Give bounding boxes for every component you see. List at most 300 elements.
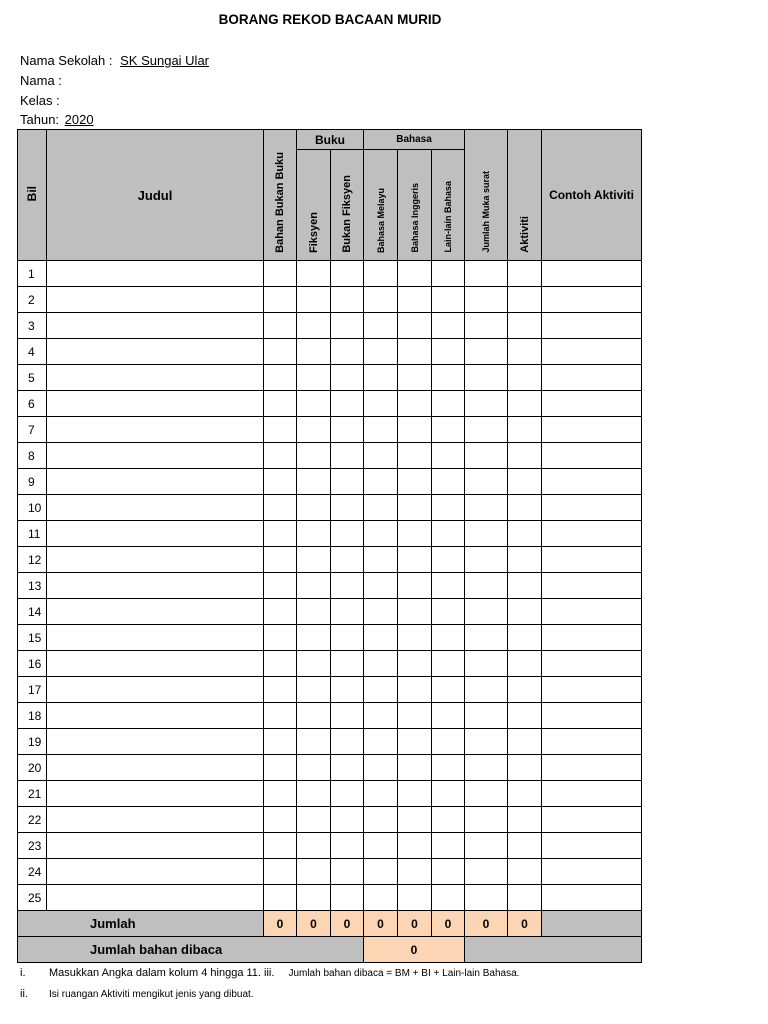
- header-contoh-aktiviti: Contoh Aktiviti: [542, 130, 642, 261]
- entry-cell[interactable]: [465, 807, 508, 833]
- entry-cell[interactable]: [398, 469, 432, 495]
- entry-cell[interactable]: [398, 807, 432, 833]
- entry-cell[interactable]: [398, 885, 432, 911]
- entry-cell[interactable]: [364, 391, 398, 417]
- entry-cell[interactable]: [264, 443, 297, 469]
- entry-cell[interactable]: [364, 885, 398, 911]
- entry-cell[interactable]: [432, 625, 465, 651]
- entry-cell[interactable]: [432, 859, 465, 885]
- entry-cell[interactable]: [508, 729, 542, 755]
- entry-cell[interactable]: [264, 469, 297, 495]
- entry-cell[interactable]: [542, 573, 642, 599]
- entry-cell[interactable]: [264, 729, 297, 755]
- entry-cell[interactable]: [432, 287, 465, 313]
- entry-cell[interactable]: [364, 729, 398, 755]
- entry-cell[interactable]: [264, 313, 297, 339]
- header-bahasa-melayu: Bahasa Melayu: [364, 150, 398, 261]
- entry-cell[interactable]: [47, 677, 264, 703]
- entry-cell[interactable]: [47, 443, 264, 469]
- entry-cell[interactable]: [47, 729, 264, 755]
- entry-cell[interactable]: [465, 781, 508, 807]
- entry-cell[interactable]: [465, 287, 508, 313]
- entry-cell[interactable]: [264, 365, 297, 391]
- entry-cell[interactable]: [264, 391, 297, 417]
- entry-cell[interactable]: [364, 677, 398, 703]
- entry-cell[interactable]: [47, 885, 264, 911]
- entry-cell[interactable]: [508, 781, 542, 807]
- entry-cell[interactable]: [47, 599, 264, 625]
- entry-cell[interactable]: [465, 625, 508, 651]
- entry-cell[interactable]: [297, 703, 331, 729]
- entry-cell[interactable]: [398, 391, 432, 417]
- entry-cell[interactable]: [297, 833, 331, 859]
- entry-cell[interactable]: [364, 313, 398, 339]
- table-row: [18, 443, 642, 469]
- entry-cell[interactable]: [331, 391, 364, 417]
- entry-cell[interactable]: [432, 339, 465, 365]
- entry-cell[interactable]: [47, 573, 264, 599]
- entry-cell[interactable]: [508, 833, 542, 859]
- entry-cell[interactable]: [297, 677, 331, 703]
- entry-cell[interactable]: [465, 833, 508, 859]
- entry-cell[interactable]: [465, 547, 508, 573]
- entry-cell[interactable]: [331, 651, 364, 677]
- entry-cell[interactable]: [542, 703, 642, 729]
- entry-cell[interactable]: [364, 781, 398, 807]
- entry-cell[interactable]: [432, 521, 465, 547]
- entry-cell[interactable]: [432, 833, 465, 859]
- entry-cell[interactable]: [432, 391, 465, 417]
- entry-cell[interactable]: [508, 521, 542, 547]
- entry-cell[interactable]: [465, 573, 508, 599]
- entry-cell[interactable]: [47, 521, 264, 547]
- entry-cell[interactable]: [364, 859, 398, 885]
- entry-cell[interactable]: [264, 885, 297, 911]
- entry-cell[interactable]: [264, 677, 297, 703]
- entry-cell[interactable]: [331, 833, 364, 859]
- entry-cell[interactable]: [508, 547, 542, 573]
- entry-cell[interactable]: [432, 885, 465, 911]
- entry-cell[interactable]: [364, 703, 398, 729]
- row-number: 2: [18, 287, 47, 313]
- entry-cell[interactable]: [542, 807, 642, 833]
- entry-cell[interactable]: [297, 651, 331, 677]
- entry-cell[interactable]: [542, 495, 642, 521]
- entry-cell[interactable]: [264, 625, 297, 651]
- entry-cell[interactable]: [331, 495, 364, 521]
- entry-cell[interactable]: [508, 859, 542, 885]
- entry-cell[interactable]: [508, 469, 542, 495]
- entry-cell[interactable]: [398, 703, 432, 729]
- entry-cell[interactable]: [465, 313, 508, 339]
- row-number: 10: [18, 495, 47, 521]
- entry-cell[interactable]: [432, 677, 465, 703]
- entry-cell[interactable]: [264, 417, 297, 443]
- entry-cell[interactable]: [508, 287, 542, 313]
- row-number: 17: [18, 677, 47, 703]
- entry-cell[interactable]: [364, 599, 398, 625]
- entry-cell[interactable]: [331, 261, 364, 287]
- table-row: [18, 599, 642, 625]
- entry-cell[interactable]: [398, 599, 432, 625]
- entry-cell[interactable]: [364, 833, 398, 859]
- entry-cell[interactable]: [542, 339, 642, 365]
- entry-cell[interactable]: [398, 859, 432, 885]
- entry-cell[interactable]: [508, 573, 542, 599]
- entry-cell[interactable]: [398, 781, 432, 807]
- entry-cell[interactable]: [331, 313, 364, 339]
- entry-cell[interactable]: [47, 755, 264, 781]
- entry-cell[interactable]: [398, 651, 432, 677]
- entry-cell[interactable]: [542, 833, 642, 859]
- entry-cell[interactable]: [331, 547, 364, 573]
- row-number: 22: [18, 807, 47, 833]
- table-row: [18, 703, 642, 729]
- entry-cell[interactable]: [542, 755, 642, 781]
- header-lain-lain-bahasa: Lain-lain Bahasa: [432, 150, 465, 261]
- entry-cell[interactable]: [264, 339, 297, 365]
- jumlah-cell: 0: [297, 911, 331, 937]
- entry-cell[interactable]: [297, 547, 331, 573]
- row-number: 23: [18, 833, 47, 859]
- entry-cell[interactable]: [432, 443, 465, 469]
- entry-cell[interactable]: [432, 807, 465, 833]
- entry-cell[interactable]: [297, 391, 331, 417]
- jumlah-cell: 0: [508, 911, 542, 937]
- table-row: [18, 495, 642, 521]
- entry-cell[interactable]: [398, 573, 432, 599]
- entry-cell[interactable]: [47, 859, 264, 885]
- entry-cell[interactable]: [432, 495, 465, 521]
- entry-cell[interactable]: [542, 391, 642, 417]
- header-judul: Judul: [47, 130, 264, 261]
- entry-cell[interactable]: [47, 833, 264, 859]
- entry-cell[interactable]: [508, 755, 542, 781]
- entry-cell[interactable]: [508, 391, 542, 417]
- entry-cell[interactable]: [297, 443, 331, 469]
- entry-cell[interactable]: [542, 417, 642, 443]
- entry-cell[interactable]: [331, 677, 364, 703]
- entry-cell[interactable]: [398, 833, 432, 859]
- entry-cell[interactable]: [47, 287, 264, 313]
- row-number: 19: [18, 729, 47, 755]
- entry-cell[interactable]: [47, 469, 264, 495]
- entry-cell[interactable]: [364, 521, 398, 547]
- entry-cell[interactable]: [297, 885, 331, 911]
- entry-cell[interactable]: [264, 573, 297, 599]
- entry-cell[interactable]: [432, 313, 465, 339]
- entry-cell[interactable]: [398, 625, 432, 651]
- entry-cell[interactable]: [331, 807, 364, 833]
- entry-cell[interactable]: [297, 573, 331, 599]
- entry-cell[interactable]: [47, 807, 264, 833]
- row-number: 16: [18, 651, 47, 677]
- entry-cell[interactable]: [331, 729, 364, 755]
- school-name-line: [20, 53, 209, 68]
- entry-cell[interactable]: [47, 365, 264, 391]
- entry-cell[interactable]: [398, 521, 432, 547]
- entry-cell[interactable]: [297, 807, 331, 833]
- entry-cell[interactable]: [364, 417, 398, 443]
- entry-cell[interactable]: [297, 417, 331, 443]
- entry-cell[interactable]: [364, 365, 398, 391]
- entry-cell[interactable]: [465, 703, 508, 729]
- entry-cell[interactable]: [297, 599, 331, 625]
- row-number: 11: [18, 521, 47, 547]
- entry-cell[interactable]: [465, 469, 508, 495]
- header-bahasa-group: Bahasa: [364, 130, 465, 150]
- student-name-line: [20, 73, 62, 88]
- entry-cell[interactable]: [264, 703, 297, 729]
- entry-cell[interactable]: [47, 417, 264, 443]
- row-number: 12: [18, 547, 47, 573]
- entry-cell[interactable]: [297, 469, 331, 495]
- entry-cell[interactable]: [331, 417, 364, 443]
- entry-cell[interactable]: [465, 521, 508, 547]
- entry-cell[interactable]: [264, 261, 297, 287]
- entry-cell[interactable]: [264, 547, 297, 573]
- table-body: [18, 261, 642, 911]
- entry-cell[interactable]: [398, 729, 432, 755]
- row-number: 25: [18, 885, 47, 911]
- entry-cell[interactable]: [465, 651, 508, 677]
- entry-cell[interactable]: [264, 781, 297, 807]
- row-number: 24: [18, 859, 47, 885]
- entry-cell[interactable]: [331, 625, 364, 651]
- entry-cell[interactable]: [331, 859, 364, 885]
- jumlah-row: [18, 911, 642, 937]
- entry-cell[interactable]: [364, 261, 398, 287]
- entry-cell[interactable]: [331, 469, 364, 495]
- entry-cell[interactable]: [364, 287, 398, 313]
- entry-cell[interactable]: [432, 469, 465, 495]
- entry-cell[interactable]: [432, 365, 465, 391]
- entry-cell[interactable]: [264, 521, 297, 547]
- table-row: [18, 833, 642, 859]
- entry-cell[interactable]: [508, 677, 542, 703]
- entry-cell[interactable]: [398, 365, 432, 391]
- entry-cell[interactable]: [297, 781, 331, 807]
- entry-cell[interactable]: [364, 443, 398, 469]
- entry-cell[interactable]: [465, 365, 508, 391]
- entry-cell[interactable]: [542, 625, 642, 651]
- entry-cell[interactable]: [542, 443, 642, 469]
- entry-cell[interactable]: [542, 547, 642, 573]
- entry-cell[interactable]: [508, 885, 542, 911]
- entry-cell[interactable]: [508, 807, 542, 833]
- jumlah-label: Jumlah: [18, 911, 264, 937]
- entry-cell[interactable]: [398, 313, 432, 339]
- entry-cell[interactable]: [465, 859, 508, 885]
- entry-cell[interactable]: [264, 833, 297, 859]
- entry-cell[interactable]: [398, 677, 432, 703]
- jumlah-bahan-row: [18, 937, 642, 963]
- entry-cell[interactable]: [297, 365, 331, 391]
- entry-cell[interactable]: [331, 521, 364, 547]
- year-line: [20, 112, 94, 127]
- entry-cell[interactable]: [364, 339, 398, 365]
- entry-cell[interactable]: [465, 339, 508, 365]
- entry-cell[interactable]: [264, 287, 297, 313]
- entry-cell[interactable]: [331, 703, 364, 729]
- row-number: 15: [18, 625, 47, 651]
- entry-cell[interactable]: [508, 417, 542, 443]
- entry-cell[interactable]: [508, 625, 542, 651]
- entry-cell[interactable]: [508, 443, 542, 469]
- entry-cell[interactable]: [297, 339, 331, 365]
- entry-cell[interactable]: [432, 547, 465, 573]
- entry-cell[interactable]: [264, 599, 297, 625]
- entry-cell[interactable]: [364, 807, 398, 833]
- header-bukan-fiksyen: Bukan Fiksyen: [331, 150, 364, 261]
- entry-cell[interactable]: [297, 521, 331, 547]
- entry-cell[interactable]: [542, 313, 642, 339]
- entry-cell[interactable]: [542, 261, 642, 287]
- entry-cell[interactable]: [508, 261, 542, 287]
- entry-cell[interactable]: [297, 495, 331, 521]
- entry-cell[interactable]: [542, 469, 642, 495]
- entry-cell[interactable]: [264, 495, 297, 521]
- entry-cell[interactable]: [432, 573, 465, 599]
- entry-cell[interactable]: [508, 599, 542, 625]
- entry-cell[interactable]: [465, 677, 508, 703]
- entry-cell[interactable]: [398, 755, 432, 781]
- entry-cell[interactable]: [264, 859, 297, 885]
- entry-cell[interactable]: [508, 703, 542, 729]
- row-number: 20: [18, 755, 47, 781]
- year-label: Tahun:: [20, 112, 60, 127]
- row-number: 18: [18, 703, 47, 729]
- entry-cell[interactable]: [432, 417, 465, 443]
- table-row: [18, 859, 642, 885]
- entry-cell[interactable]: [465, 495, 508, 521]
- entry-cell[interactable]: [264, 807, 297, 833]
- header-aktiviti: Aktiviti: [508, 130, 542, 261]
- entry-cell[interactable]: [508, 495, 542, 521]
- entry-cell[interactable]: [364, 573, 398, 599]
- jumlah-cell: 0: [331, 911, 364, 937]
- entry-cell[interactable]: [398, 261, 432, 287]
- entry-cell[interactable]: [297, 287, 331, 313]
- entry-cell[interactable]: [331, 885, 364, 911]
- entry-cell[interactable]: [47, 339, 264, 365]
- entry-cell[interactable]: [331, 339, 364, 365]
- note-text: Masukkan Angka dalam kolum 4 hingga 11.: [49, 967, 261, 979]
- entry-cell[interactable]: [542, 365, 642, 391]
- entry-cell[interactable]: [542, 729, 642, 755]
- entry-cell[interactable]: [398, 417, 432, 443]
- entry-cell[interactable]: [47, 547, 264, 573]
- entry-cell[interactable]: [331, 781, 364, 807]
- entry-cell[interactable]: [47, 261, 264, 287]
- entry-cell[interactable]: [398, 495, 432, 521]
- reading-record-table: [17, 129, 642, 963]
- entry-cell[interactable]: [542, 599, 642, 625]
- entry-cell[interactable]: [542, 521, 642, 547]
- row-number: 13: [18, 573, 47, 599]
- student-name-label: Nama :: [20, 73, 62, 88]
- entry-cell[interactable]: [297, 261, 331, 287]
- entry-cell[interactable]: [297, 755, 331, 781]
- entry-cell[interactable]: [465, 443, 508, 469]
- entry-cell[interactable]: [297, 313, 331, 339]
- entry-cell[interactable]: [465, 755, 508, 781]
- entry-cell[interactable]: [47, 651, 264, 677]
- entry-cell[interactable]: [432, 755, 465, 781]
- entry-cell[interactable]: [364, 495, 398, 521]
- entry-cell[interactable]: [331, 573, 364, 599]
- table-row: [18, 573, 642, 599]
- entry-cell[interactable]: [47, 625, 264, 651]
- entry-cell[interactable]: [542, 885, 642, 911]
- entry-cell[interactable]: [364, 755, 398, 781]
- entry-cell[interactable]: [398, 339, 432, 365]
- entry-cell[interactable]: [398, 443, 432, 469]
- entry-cell[interactable]: [432, 261, 465, 287]
- entry-cell[interactable]: [331, 287, 364, 313]
- entry-cell[interactable]: [465, 391, 508, 417]
- entry-cell[interactable]: [47, 391, 264, 417]
- entry-cell[interactable]: [264, 755, 297, 781]
- entry-cell[interactable]: [331, 443, 364, 469]
- entry-cell[interactable]: [364, 651, 398, 677]
- entry-cell[interactable]: [508, 339, 542, 365]
- entry-cell[interactable]: [465, 261, 508, 287]
- entry-cell[interactable]: [297, 859, 331, 885]
- entry-cell[interactable]: [542, 287, 642, 313]
- table-row: [18, 417, 642, 443]
- note-index: i.: [20, 967, 26, 979]
- entry-cell[interactable]: [432, 703, 465, 729]
- entry-cell[interactable]: [47, 495, 264, 521]
- year-value: 2020: [64, 112, 94, 127]
- entry-cell[interactable]: [432, 781, 465, 807]
- entry-cell[interactable]: [542, 859, 642, 885]
- entry-cell[interactable]: [331, 599, 364, 625]
- entry-cell[interactable]: [508, 313, 542, 339]
- entry-cell[interactable]: [264, 651, 297, 677]
- entry-cell[interactable]: [47, 313, 264, 339]
- table-row: [18, 729, 642, 755]
- entry-cell[interactable]: [47, 703, 264, 729]
- entry-cell[interactable]: [432, 651, 465, 677]
- entry-cell[interactable]: [331, 365, 364, 391]
- entry-cell[interactable]: [297, 729, 331, 755]
- entry-cell[interactable]: [364, 547, 398, 573]
- entry-cell[interactable]: [364, 625, 398, 651]
- entry-cell[interactable]: [508, 651, 542, 677]
- jumlah-empty-cell: [542, 911, 642, 937]
- entry-cell[interactable]: [465, 599, 508, 625]
- table-row: [18, 365, 642, 391]
- entry-cell[interactable]: [331, 755, 364, 781]
- entry-cell[interactable]: [465, 729, 508, 755]
- entry-cell[interactable]: [297, 625, 331, 651]
- entry-cell[interactable]: [432, 729, 465, 755]
- entry-cell[interactable]: [398, 547, 432, 573]
- row-number: 4: [18, 339, 47, 365]
- entry-cell[interactable]: [542, 677, 642, 703]
- entry-cell[interactable]: [432, 599, 465, 625]
- entry-cell[interactable]: [542, 781, 642, 807]
- entry-cell[interactable]: [398, 287, 432, 313]
- entry-cell[interactable]: [465, 417, 508, 443]
- entry-cell[interactable]: [508, 365, 542, 391]
- entry-cell[interactable]: [465, 885, 508, 911]
- entry-cell[interactable]: [364, 469, 398, 495]
- entry-cell[interactable]: [542, 651, 642, 677]
- entry-cell[interactable]: [47, 781, 264, 807]
